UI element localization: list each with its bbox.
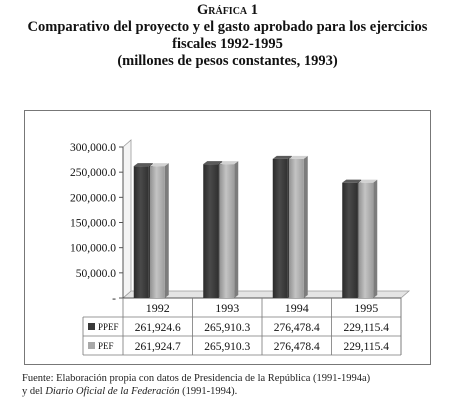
y-tick-label: 200,000.0	[70, 192, 116, 205]
source-line-2	[22, 385, 370, 398]
source-note	[22, 372, 370, 398]
source-line-2-end: (1991-1994).	[179, 386, 238, 397]
data-label: 276,478.4	[273, 341, 320, 353]
data-label: 229,115.4	[343, 322, 390, 334]
figure-label: Gráfica 1	[196, 2, 259, 18]
data-label: 276,478.4	[273, 322, 320, 334]
bar-ppef	[134, 166, 149, 298]
chart-title-line-1: Comparativo del proyecto y el gasto aprobado para los ejercicios	[27, 19, 428, 35]
x-tick-label: 1992	[145, 301, 170, 315]
data-label: 229,115.4	[343, 341, 390, 353]
source-publication: Diario Oficial de la Federación	[45, 386, 180, 397]
bar-chart	[25, 111, 430, 364]
data-label: 261,924.7	[134, 341, 181, 353]
bar-pef	[289, 159, 304, 298]
x-tick-label: 1993	[215, 301, 240, 315]
legend-swatch-pef	[88, 342, 95, 349]
bar-side-pef	[234, 161, 238, 298]
source-line-1: Fuente: Elaboración propia con datos de Presidencia de la República (1991-1994a)	[22, 373, 371, 384]
data-label: 261,924.6	[134, 322, 181, 334]
legend-label-ppef: PPEF	[98, 322, 119, 332]
chart-caption	[0, 2, 455, 70]
chart-side-wall	[123, 140, 131, 298]
bar-side-pef	[304, 156, 308, 298]
x-tick-label: 1995	[354, 301, 379, 315]
source-line-2-start: y del	[22, 386, 46, 397]
bar-pef	[219, 164, 234, 298]
y-tick-label: 50,000.0	[75, 267, 116, 280]
bar-side-pef	[373, 180, 377, 298]
bar-pef	[150, 166, 165, 298]
bar-ppef	[273, 159, 288, 298]
chart-frame	[24, 110, 431, 365]
y-tick-label: 150,000.0	[70, 217, 116, 230]
bar-ppef	[342, 183, 357, 298]
y-tick-label: 100,000.0	[70, 242, 116, 255]
data-label: 265,910.3	[204, 322, 251, 334]
legend-label-pef: PEF	[98, 341, 114, 351]
bar-side-pef	[165, 163, 169, 298]
y-tick-label: -	[112, 293, 116, 305]
x-tick-label: 1994	[284, 301, 309, 315]
y-tick-label: 250,000.0	[70, 167, 116, 180]
bar-ppef	[203, 164, 218, 298]
chart-title-line-2: fiscales 1992-1995	[172, 36, 283, 52]
data-label: 265,910.3	[204, 341, 251, 353]
bar-pef	[358, 183, 373, 298]
legend-swatch-ppef	[88, 323, 95, 330]
chart-subtitle: (millones de pesos constantes, 1993)	[117, 53, 338, 69]
y-tick-label: 300,000.0	[70, 142, 116, 154]
